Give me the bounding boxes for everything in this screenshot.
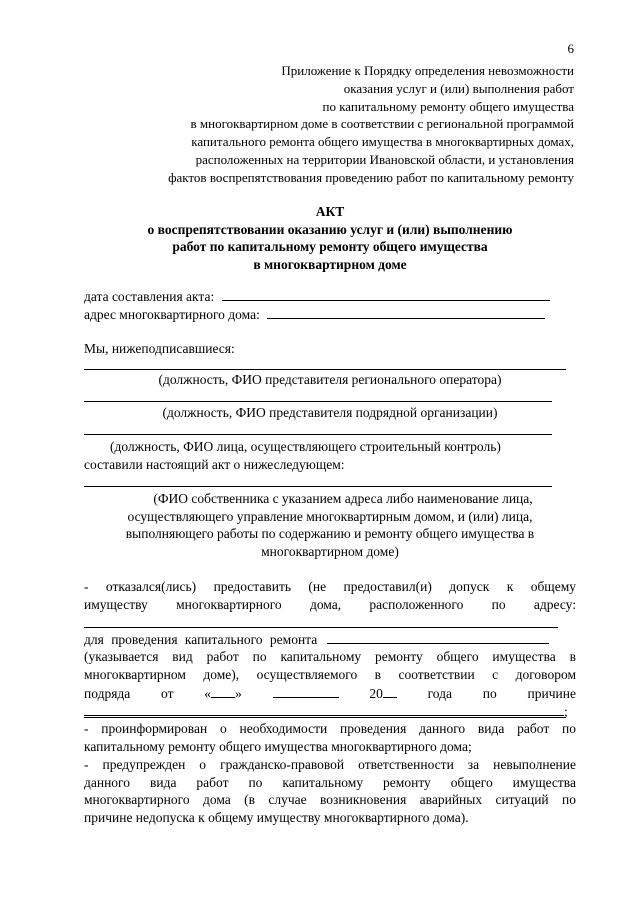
from-word: от xyxy=(161,686,174,701)
appendix-line: в многоквартирном доме в соответствии с региональной программой xyxy=(190,116,574,132)
date-field-row xyxy=(84,287,576,306)
reason-word: причине xyxy=(527,686,576,701)
contract-row xyxy=(84,684,576,703)
contract-year-blank[interactable] xyxy=(383,684,397,698)
year-word: года xyxy=(427,686,453,701)
title-line: в многоквартирном доме xyxy=(253,256,407,272)
warned-line: причине недопуска к общему имуществу многоквартирного дома). xyxy=(84,809,469,825)
appendix-line: оказания услуг и (или) выполнения работ xyxy=(343,80,574,96)
contractor-blank[interactable] xyxy=(84,401,552,402)
refused-line: имуществу многоквартирного дома, расположенного по адресу: xyxy=(84,596,576,612)
date-blank[interactable] xyxy=(222,287,550,301)
caption-contractor: (должность, ФИО представителя подрядной организации) xyxy=(162,405,498,420)
address-label: адрес многоквартирного дома: xyxy=(84,307,260,322)
informed-line: - проинформирован о необходимости проведения данного вида работ по xyxy=(84,721,576,736)
appendix-line: расположенных на территории Ивановской области, и установления xyxy=(195,151,574,167)
appendix-header xyxy=(54,62,574,187)
repair-label: для проведения капитального ремонта xyxy=(84,632,318,647)
reason-blank[interactable] xyxy=(84,702,564,716)
warned-line: - предупрежден о гражданско-правовой ответственности за невыполнение xyxy=(84,757,576,772)
we-signed-row xyxy=(84,340,576,358)
repair-line: многоквартирном доме), осуществляемого в соответствии с договором xyxy=(84,666,576,682)
date-label: дата составления акта: xyxy=(84,289,215,304)
contract-day-blank[interactable] xyxy=(211,684,235,698)
appendix-line: фактов воспрепятствования проведению работ по капитальному ремонту xyxy=(168,169,574,185)
owner-caption-line: осуществляющего управление многоквартирным домом, и (или) лица, xyxy=(127,508,533,524)
owner-caption-line: выполняющего работы по содержанию и ремонту общего имущества в xyxy=(125,526,535,541)
document-title xyxy=(84,203,576,273)
quote-open: « xyxy=(204,686,212,701)
compiled-text: составили настоящий акт о нижеследующем: xyxy=(84,457,345,472)
regional-operator-blank[interactable] xyxy=(84,369,566,370)
informed-line: капитальному ремонту общего имущества многоквартирного дома; xyxy=(84,738,472,754)
caption-regional-operator: (должность, ФИО представителя регионального оператора) xyxy=(158,372,502,387)
construction-control-blank[interactable] xyxy=(84,434,552,435)
address-blank[interactable] xyxy=(267,305,545,319)
we-signed-label: Мы, нижеподписавшиеся: xyxy=(84,341,235,356)
contract-day xyxy=(204,684,242,703)
owner-caption-line: (ФИО собственника с указанием адреса либо наименование лица, xyxy=(153,491,533,506)
repair-paragraph xyxy=(84,648,576,683)
title-line: работ по капитальному ремонту общего имущества xyxy=(172,239,488,254)
caption-row xyxy=(84,371,576,389)
title-line: о воспрепятствовании оказанию услуг и (или) выполнению xyxy=(147,221,513,237)
caption-row xyxy=(84,404,576,422)
address-field-row xyxy=(84,305,576,324)
year-prefix: 20 xyxy=(369,686,383,701)
repair-line: (указывается вид работ по капитальному ремонту общего имущества в xyxy=(84,649,576,664)
page-number: 6 xyxy=(567,41,574,56)
contract-month-blank[interactable] xyxy=(273,684,339,698)
refused-address-blank[interactable] xyxy=(84,627,558,628)
caption-construction-control: (должность, ФИО лица, осуществляющего строительный контроль) xyxy=(110,439,501,454)
owner-caption xyxy=(84,490,576,560)
reason-semicolon: ; xyxy=(564,704,568,719)
appendix-line: по капитальному ремонту общего имущества xyxy=(322,98,574,114)
repair-row xyxy=(84,630,576,649)
title-act: АКТ xyxy=(315,204,345,219)
warned-line: данного вида работ по капитальному ремонту общего имущества xyxy=(84,774,576,790)
appendix-line: капитального ремонта общего имущества в многоквартирных домах, xyxy=(191,134,574,150)
owner-blank[interactable] xyxy=(84,486,552,487)
repair-type-blank[interactable] xyxy=(327,630,549,644)
compiled-row xyxy=(84,456,576,474)
appendix-line: Приложение к Порядку определения невозможности xyxy=(281,63,574,78)
warned-line: многоквартирного дома (в случае возникновения аварийных ситуаций по xyxy=(84,792,576,807)
owner-caption-line: многоквартирном доме) xyxy=(261,543,399,559)
by-word: по xyxy=(482,686,497,701)
quote-close: » xyxy=(235,686,242,701)
refused-paragraph xyxy=(84,578,576,613)
reason-separator xyxy=(84,717,566,718)
warned-paragraph xyxy=(84,756,576,826)
contract-year xyxy=(369,684,397,703)
caption-row xyxy=(84,438,576,456)
contract-word: подряда xyxy=(84,686,131,701)
informed-paragraph xyxy=(84,720,576,755)
refused-line: - отказался(лись) предоставить (не предоставил(и) допуск к общему xyxy=(84,579,576,594)
